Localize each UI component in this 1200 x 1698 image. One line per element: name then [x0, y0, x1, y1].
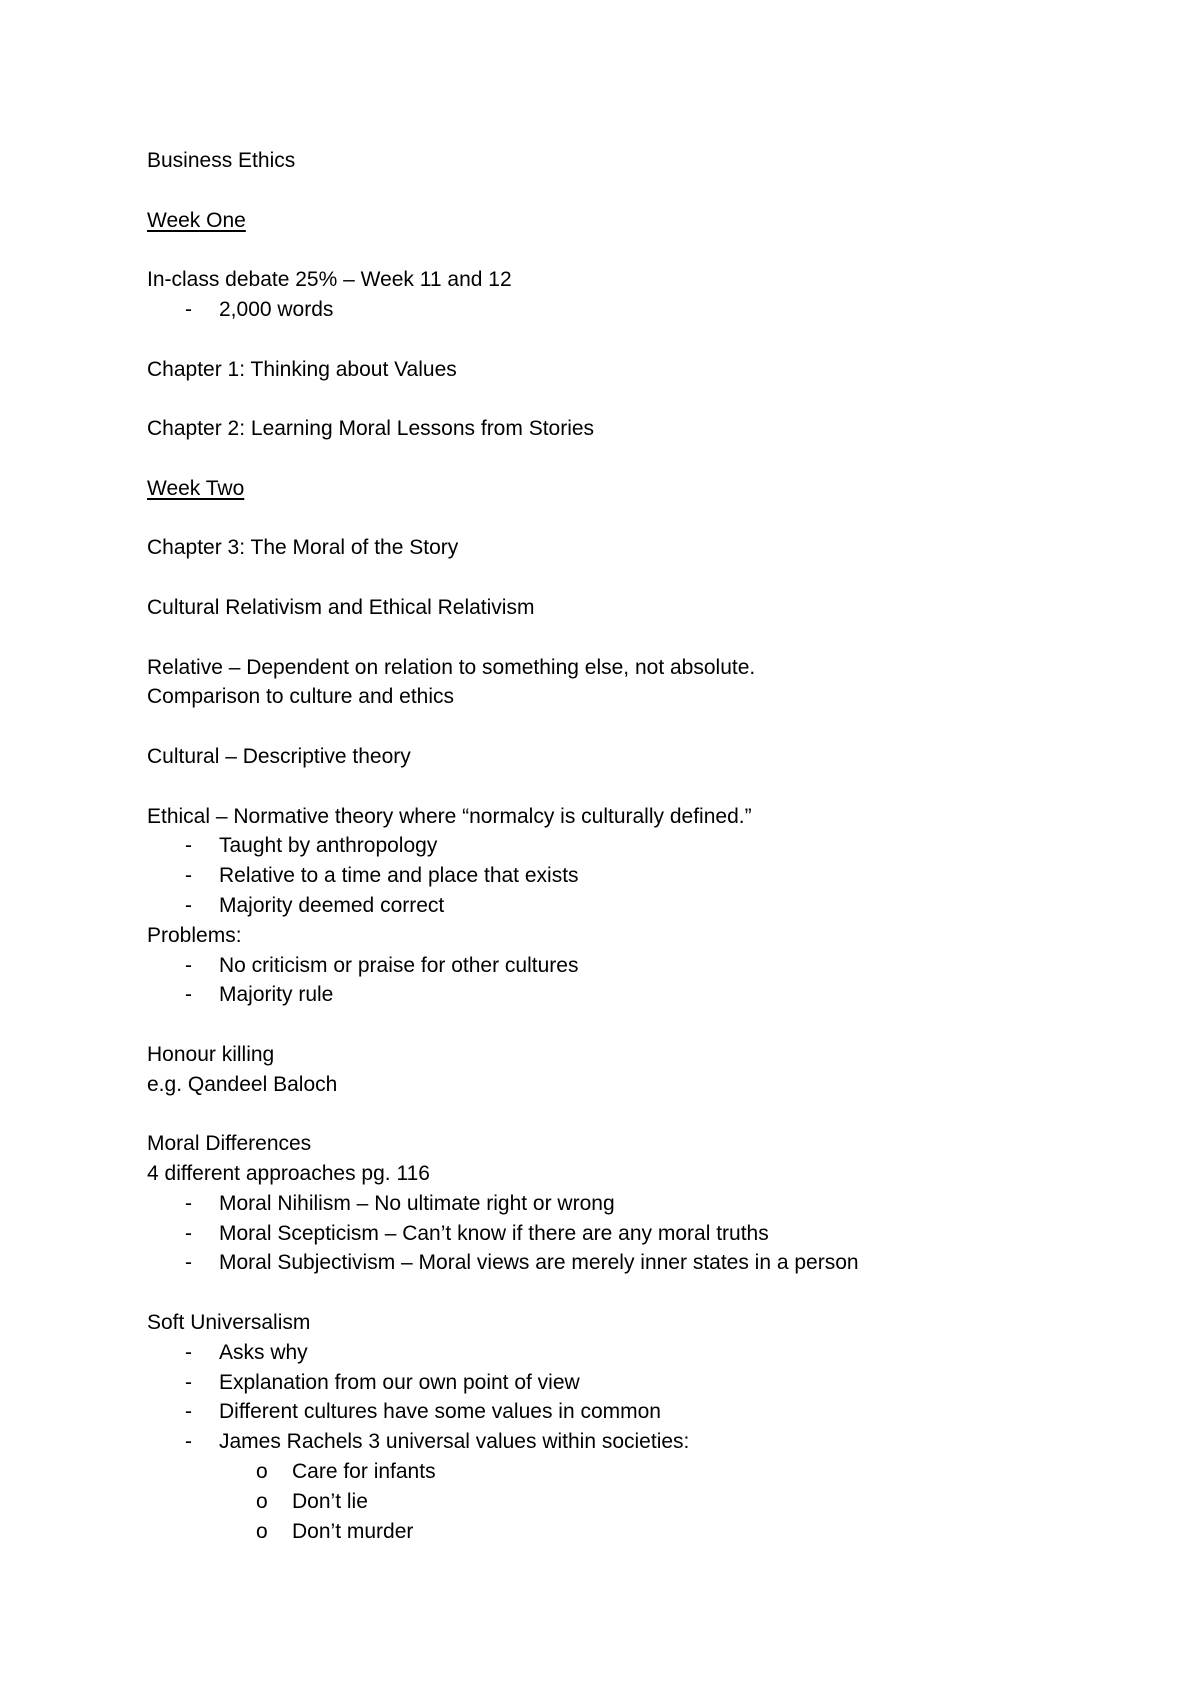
list-item-text: Moral Scepticism – Can’t know if there are any moral truths	[219, 1221, 769, 1245]
soft-universalism: Soft Universalism	[147, 1311, 311, 1335]
chapter-2: Chapter 2: Learning Moral Lessons from Stories	[147, 417, 595, 441]
list-item-text: Explanation from our own point of view	[219, 1370, 580, 1394]
list-item-text: 2,000 words	[219, 297, 334, 321]
list-item-text: Majority deemed correct	[219, 893, 445, 917]
dash-marker: -	[185, 1400, 192, 1424]
moral-differences: Moral Differences	[147, 1132, 312, 1156]
list-item	[147, 891, 1107, 921]
honour-killing: Honour killing	[147, 1042, 275, 1066]
sub-list-item-text: Don’t lie	[292, 1489, 368, 1513]
list-item	[147, 1368, 1107, 1398]
list-item	[147, 295, 1107, 325]
debate-line: In-class debate 25% – Week 11 and 12	[147, 268, 512, 292]
document-body	[147, 146, 1107, 1546]
dash-marker: -	[185, 1430, 192, 1454]
chapter-3: Chapter 3: The Moral of the Story	[147, 536, 459, 560]
list-item	[147, 1427, 1107, 1457]
sub-list-item	[147, 1457, 1107, 1487]
circle-marker: o	[256, 1489, 268, 1513]
list-item-text: No criticism or praise for other cultures	[219, 953, 579, 977]
cultural-definition: Cultural – Descriptive theory	[147, 744, 411, 768]
list-item	[147, 1189, 1107, 1219]
list-item	[147, 1248, 1107, 1278]
list-item-text: James Rachels 3 universal values within societies:	[219, 1430, 690, 1454]
list-item	[147, 861, 1107, 891]
circle-marker: o	[256, 1460, 268, 1484]
dash-marker: -	[185, 834, 192, 858]
list-item	[147, 1338, 1107, 1368]
relativism-title: Cultural Relativism and Ethical Relativism	[147, 595, 535, 619]
dash-marker: -	[185, 1251, 192, 1275]
sub-list-item-text: Care for infants	[292, 1460, 436, 1484]
week-two-heading: Week Two	[147, 476, 245, 500]
dash-marker: -	[185, 1221, 192, 1245]
sub-list-item	[147, 1487, 1107, 1517]
list-item	[147, 1219, 1107, 1249]
problems-label: Problems:	[147, 923, 242, 947]
list-item-text: Majority rule	[219, 983, 334, 1007]
ethical-definition: Ethical – Normative theory where “normalcy is culturally defined.”	[147, 804, 752, 828]
list-item	[147, 951, 1107, 981]
list-item-text: Different cultures have some values in common	[219, 1400, 661, 1424]
list-item-text: Taught by anthropology	[219, 834, 438, 858]
list-item-text: Moral Nihilism – No ultimate right or wrong	[219, 1191, 615, 1215]
dash-marker: -	[185, 1191, 192, 1215]
relative-comparison: Comparison to culture and ethics	[147, 685, 454, 709]
honour-example: e.g. Qandeel Baloch	[147, 1072, 338, 1096]
document-title: Business Ethics	[147, 149, 296, 172]
dash-marker: -	[185, 953, 192, 977]
list-item	[147, 980, 1107, 1010]
dash-marker: -	[185, 893, 192, 917]
dash-marker: -	[185, 1340, 192, 1364]
dash-marker: -	[185, 983, 192, 1007]
list-item-text: Moral Subjectivism – Moral views are merely inner states in a person	[219, 1251, 859, 1275]
week-one-heading: Week One	[147, 208, 246, 232]
list-item-text: Relative to a time and place that exists	[219, 864, 579, 888]
sub-list-item	[147, 1517, 1107, 1547]
relative-definition: Relative – Dependent on relation to something else, not absolute.	[147, 655, 756, 679]
sub-list-item-text: Don’t murder	[292, 1519, 414, 1543]
circle-marker: o	[256, 1519, 268, 1543]
list-item	[147, 831, 1107, 861]
list-item	[147, 1397, 1107, 1427]
dash-marker: -	[185, 297, 192, 321]
dash-marker: -	[185, 864, 192, 888]
list-item-text: Asks why	[219, 1340, 308, 1364]
dash-marker: -	[185, 1370, 192, 1394]
approaches-line: 4 different approaches pg. 116	[147, 1162, 430, 1186]
chapter-1: Chapter 1: Thinking about Values	[147, 357, 457, 381]
